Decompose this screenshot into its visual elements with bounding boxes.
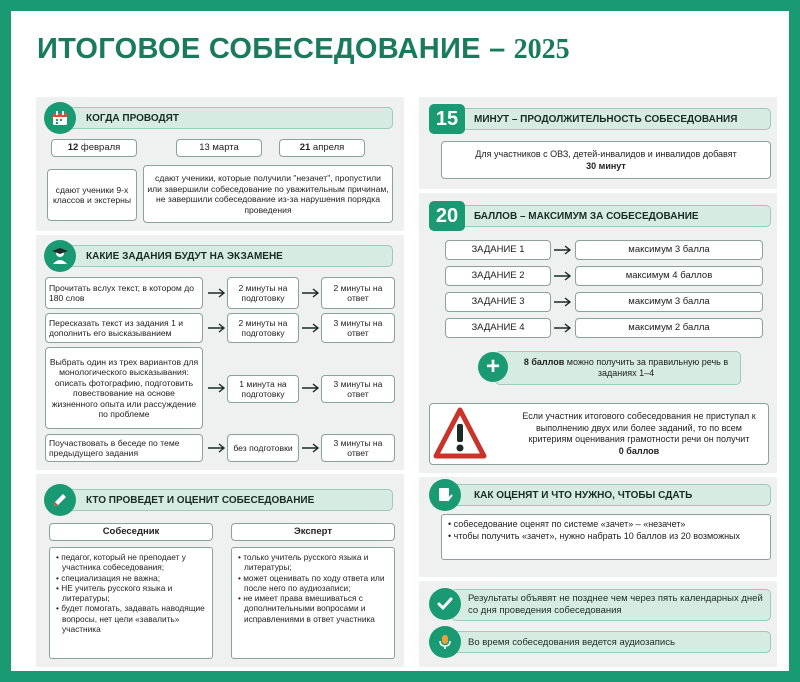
task-row-4-prep: без подготовки [227, 434, 299, 462]
arrow-icon [553, 321, 573, 335]
points-task-1: ЗАДАНИЕ 1 [445, 240, 551, 260]
col-expert-title: Эксперт [231, 523, 395, 541]
student-icon [44, 240, 76, 272]
points-max-3: максимум 3 балла [575, 292, 763, 312]
points-max-2: максимум 4 баллов [575, 266, 763, 286]
results-box: Результаты объявят не позднее чем через пять календарных дней со дня проведения собеседования [451, 589, 771, 621]
list-item: • педагог, который не преподает у участника собеседования; [56, 552, 186, 573]
task-row-4-answer: 3 минуты на ответ [321, 434, 395, 462]
task-row-3-prep: 1 минута на подготовку [227, 375, 299, 403]
list-item: • специализация не важна; [56, 572, 161, 583]
date-feb: 12 февраля [51, 139, 137, 157]
arrow-icon [301, 441, 321, 455]
points-task-4: ЗАДАНИЕ 4 [445, 318, 551, 338]
arrow-icon [553, 243, 573, 257]
points-number: 20 [429, 201, 465, 231]
arrow-icon [207, 381, 227, 395]
list-item: • не имеет права вмешиваться с дополнительными вопросами и исправлениями в ответ участника [238, 593, 375, 624]
when-header: КОГДА ПРОВОДЯТ [63, 107, 393, 129]
arrow-icon [301, 321, 321, 335]
date-mar: 13 марта [176, 139, 262, 157]
arrow-icon [301, 286, 321, 300]
col-expert-list [231, 547, 395, 659]
task-row-3-answer: 3 минуты на ответ [321, 375, 395, 403]
title-year: 2025 [513, 34, 570, 65]
pencil-icon [44, 484, 76, 516]
task-row-3-text: Выбрать один из трех вариантов для монологического высказывания: описать фотографию, подготовить повествование на основе жизненного опыта или рассуждение по проблеме [45, 347, 203, 429]
arrow-icon [207, 321, 227, 335]
arrow-icon [301, 381, 321, 395]
task-row-2-text: Пересказать текст из задания 1 и дополнить его высказыванием [45, 313, 203, 343]
points-task-2: ЗАДАНИЕ 2 [445, 266, 551, 286]
arrow-icon [207, 441, 227, 455]
duration-header: МИНУТ – ПРОДОЛЖИТЕЛЬНОСТЬ СОБЕСЕДОВАНИЯ [451, 108, 771, 130]
who-header: КТО ПРОВЕДЕТ И ОЦЕНИТ СОБЕСЕДОВАНИЕ [63, 489, 393, 511]
when-group1: сдают ученики 9-х классов и экстерны [47, 169, 137, 221]
grading-header: КАК ОЦЕНЯТ И ЧТО НУЖНО, ЧТОБЫ СДАТЬ [451, 484, 771, 506]
task-row-1-prep: 2 минуты на подготовку [227, 277, 299, 309]
microphone-icon [429, 626, 461, 658]
arrow-icon [553, 269, 573, 283]
grading-list [441, 514, 771, 560]
document-check-icon [429, 479, 461, 511]
date-apr: 21 апреля [279, 139, 365, 157]
task-row-4-text: Поучаствовать в беседе по теме предыдущего задания [45, 434, 203, 462]
when-group2: сдают ученики, которые получили "незачет", пропустили или завершили собеседование по уважительным причинам, не завершили собеседование из-за нарушения порядка проведения [143, 165, 393, 223]
page-title [37, 33, 570, 69]
points-header: БАЛЛОВ – МАКСИМУМ ЗА СОБЕСЕДОВАНИЕ [451, 205, 771, 227]
task-row-2-prep: 2 минуты на подготовку [227, 313, 299, 343]
list-item: • будет помогать, задавать наводящие вопросы, нет цели «завалить» участника [56, 603, 205, 635]
duration-note: Для участников с ОВЗ, детей-инвалидов и инвалидов добавят 30 минут [441, 141, 771, 179]
points-task-3: ЗАДАНИЕ 3 [445, 292, 551, 312]
points-max-4: максимум 2 балла [575, 318, 763, 338]
checkmark-icon [429, 588, 461, 620]
task-row-1-answer: 2 минуты на ответ [321, 277, 395, 309]
list-item: • собеседование оценят по системе «зачет» – «незачет» [448, 519, 686, 529]
col-interlocutor-title: Собеседник [49, 523, 213, 541]
warning-box: Если участник итогового собеседования не приступал к выполнению двух или более заданий, то по всем критериям оценивания грамотности речи он получит 0 баллов [429, 403, 769, 465]
warning-icon [433, 406, 487, 462]
audio-box: Во время собеседования ведется аудиозапись [451, 631, 771, 653]
col-interlocutor-list [49, 547, 213, 659]
bonus-badge: 8 баллов можно получить за правильную речь в заданиях 1–4 [495, 351, 741, 385]
list-item: • может оценивать по ходу ответа или после него по аудиозаписи; [238, 572, 385, 593]
list-item: • чтобы получить «зачет», нужно набрать 10 баллов из 20 возможных [448, 530, 741, 541]
task-row-1-text: Прочитать вслух текст, в котором до 180 слов [45, 277, 203, 309]
calendar-icon [44, 102, 76, 134]
points-max-1: максимум 3 балла [575, 240, 763, 260]
title-main: ИТОГОВОЕ СОБЕСЕДОВАНИЕ – [37, 33, 506, 65]
duration-number: 15 [429, 104, 465, 134]
task-row-2-answer: 3 минуты на ответ [321, 313, 395, 343]
tasks-header: КАКИЕ ЗАДАНИЯ БУДУТ НА ЭКЗАМЕНЕ [63, 245, 393, 267]
arrow-icon [553, 295, 573, 309]
list-item: • только учитель русского языка и литературы; [238, 552, 369, 573]
arrow-icon [207, 286, 227, 300]
list-item: • НЕ учитель русского языка и литературы; [56, 582, 173, 604]
plus-icon: + [478, 352, 508, 382]
